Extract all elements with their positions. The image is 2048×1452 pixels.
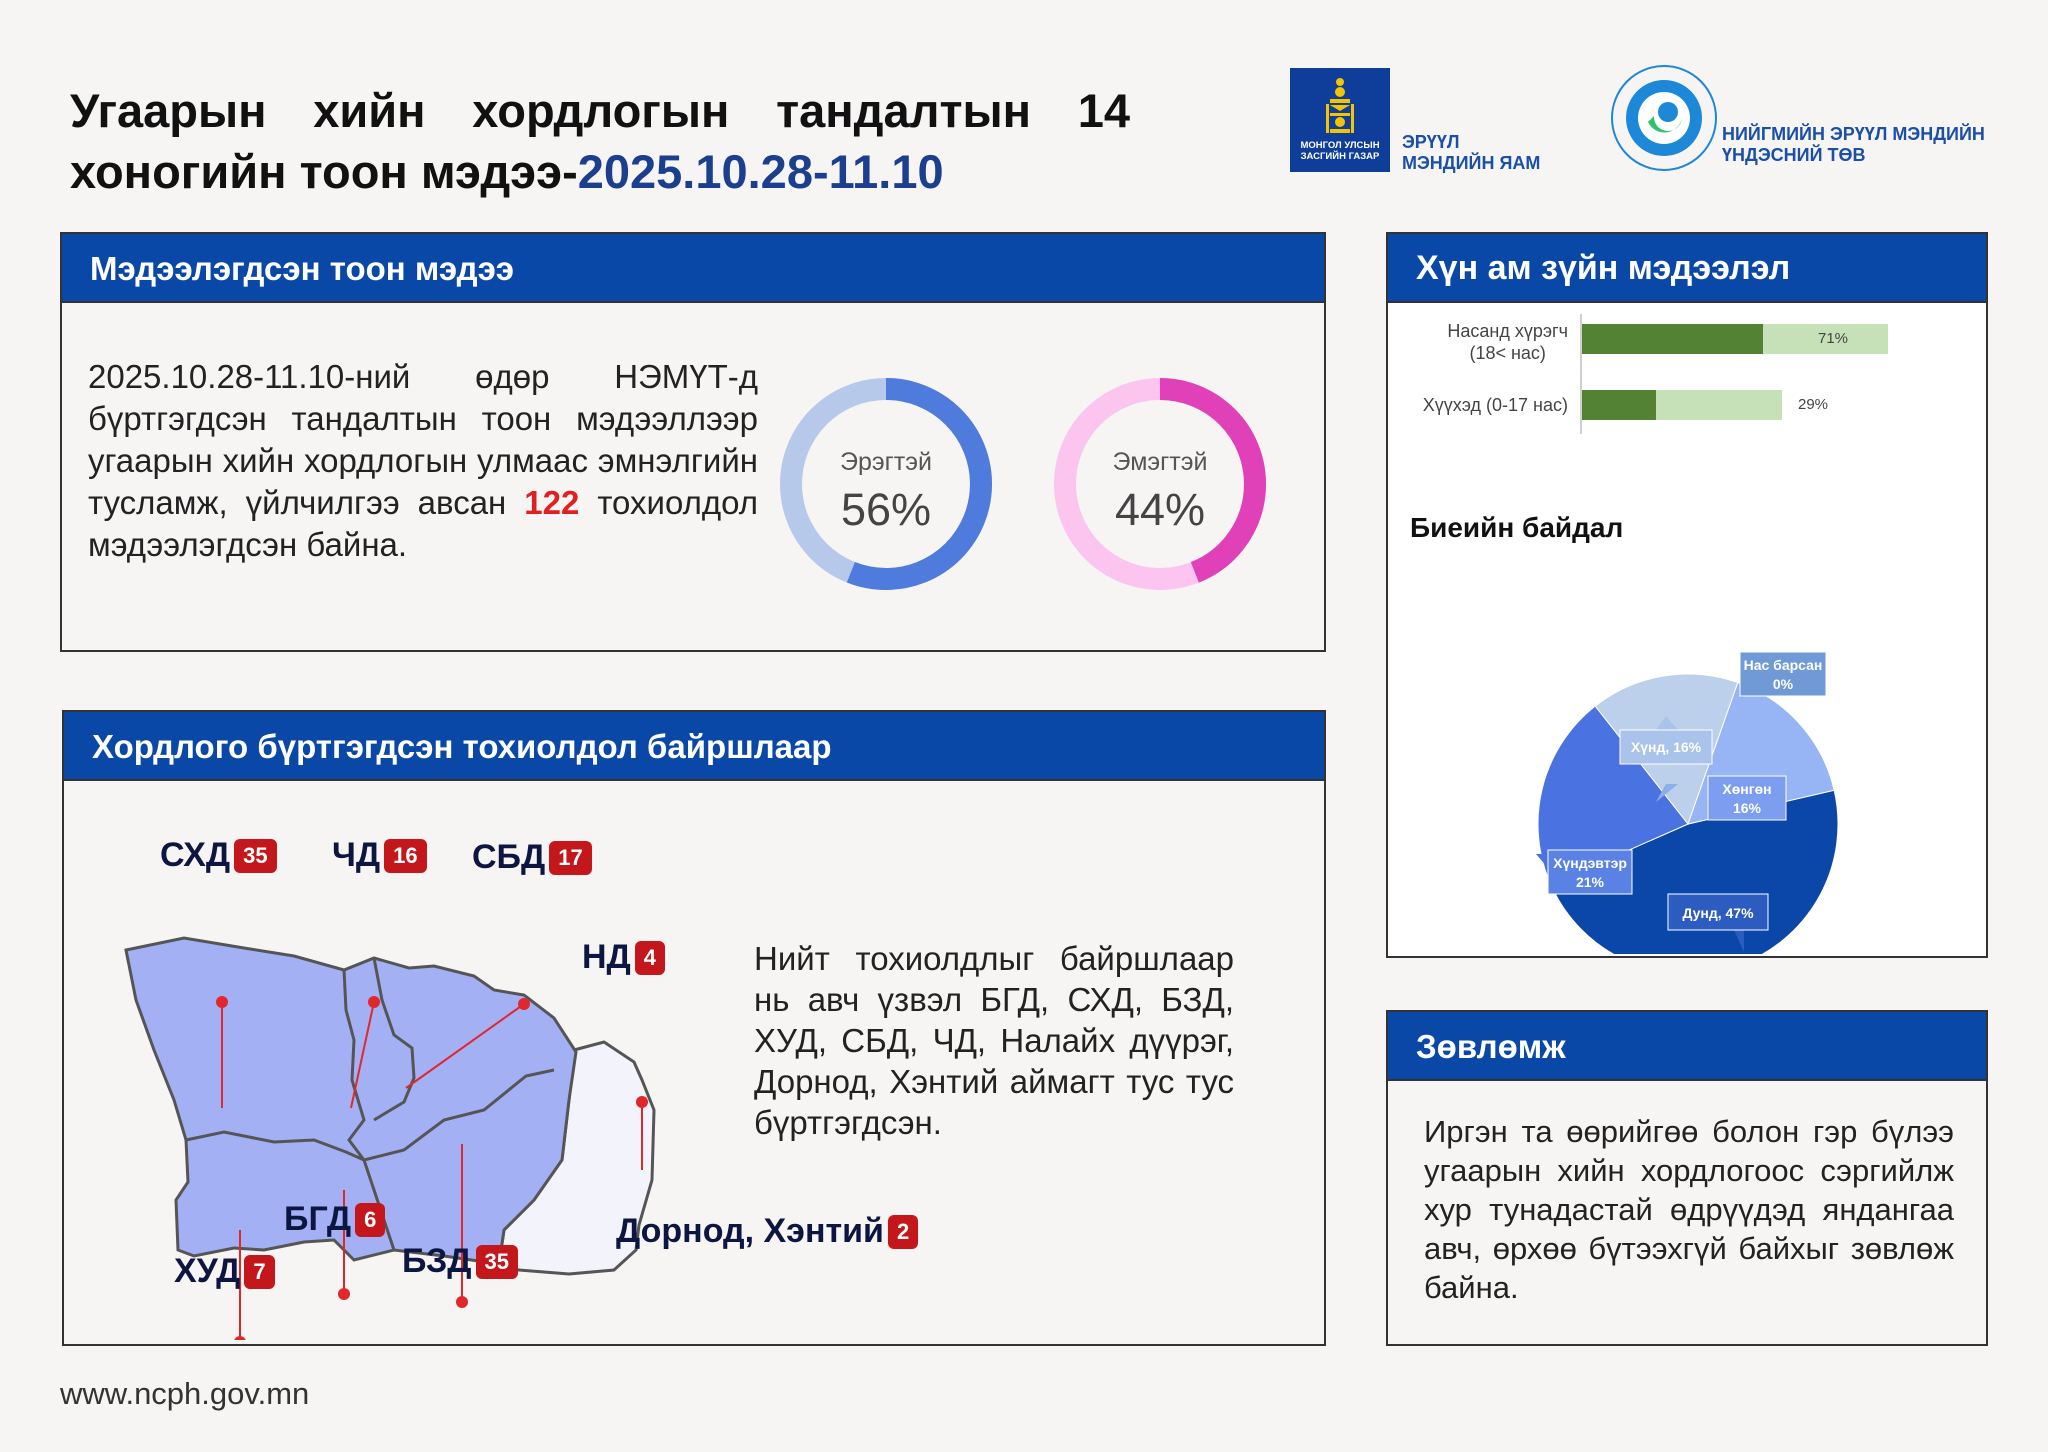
ministry-emblem-text: МОНГОЛ УЛСЫН ЗАСГИЙН ГАЗАР xyxy=(1300,140,1380,162)
district-count-badge: 16 xyxy=(384,839,426,873)
male-percent: 56% xyxy=(840,484,932,535)
pointer-dot-chd xyxy=(369,997,379,1007)
reported-text-after: тохиолдол мэдээлэгдсэн байна. xyxy=(88,484,758,563)
reported-heading: Мэдээлэгдсэн тоон мэдээ xyxy=(62,234,1324,303)
callout-moderate-heavy-line1: Хүндэвтэр xyxy=(1553,855,1627,871)
pointer-dot-shd xyxy=(217,997,227,1007)
soyombo-emblem-icon xyxy=(1326,76,1354,134)
title-word: хийн xyxy=(313,84,426,137)
advice-text: Иргэн та өөрийгөө болон гэр бүлээ угаарын хийн хордлогоос сэргийлж хур тунадастай өдрүүдэд яндангаа авч, өрхөө бүтээхгүй байхыг зөвлөж байна. xyxy=(1424,1114,1954,1305)
pointer-dot-khud xyxy=(235,1337,245,1340)
title-date: 2025.10.28-11.10 xyxy=(577,145,944,198)
bar-row-adult xyxy=(1388,321,1988,364)
female-label: Эмэгтэй xyxy=(1112,448,1208,476)
district-name: ЧД xyxy=(332,836,381,874)
district-count-badge: 6 xyxy=(355,1203,385,1237)
district-count-badge: 35 xyxy=(234,839,276,873)
map-label-dornod-khentii xyxy=(616,1212,918,1251)
demographics-heading: Хүн ам зүйн мэдээлэл xyxy=(1388,234,1986,303)
map-label-nd xyxy=(582,938,665,977)
advice-panel xyxy=(1386,1010,1988,1346)
callout-dead-line1: Нас барсан xyxy=(1743,657,1823,673)
callout-light xyxy=(1708,776,1786,820)
district-count-badge: 35 xyxy=(476,1245,518,1279)
bar-label-child xyxy=(1423,394,1568,416)
district-name: БГД xyxy=(284,1200,352,1238)
pointer-dot-bzd xyxy=(457,1297,467,1307)
ministry-name xyxy=(1402,132,1540,174)
callout-moderate-heavy-line2: 21% xyxy=(1575,874,1605,890)
page-title xyxy=(70,80,1130,202)
ncph-logo-icon xyxy=(1608,62,1720,174)
bar-fill-child xyxy=(1582,390,1656,420)
ministry-name-line2: МЭНДИЙН ЯАМ xyxy=(1402,153,1541,173)
ministry-logo xyxy=(1290,68,1390,172)
ncph-name xyxy=(1722,124,1985,166)
bar-label-adult-line1: Насанд хүрэгч xyxy=(1447,321,1568,341)
title-prefix: хоногийн тоон мэдээ- xyxy=(70,145,578,198)
condition-pie-chart xyxy=(1388,534,1988,954)
pointer-dot-sbd xyxy=(519,999,529,1009)
callout-heavy-text: Хүнд, 16% xyxy=(1630,739,1702,755)
callout-moderate-heavy xyxy=(1536,850,1632,894)
bar-label-adult-line2: (18< нас) xyxy=(1469,343,1546,363)
bar-pct-child: 29% xyxy=(1798,396,1829,413)
bar-pct-adult: 71% xyxy=(1818,330,1849,347)
reported-text-before: 2025.10.28-11.10-ний өдөр НЭМҮТ-д бүртгэгдсэн тандалтын тоон мэдээллээр угаарын хийн хордлогын улмаас эмнэлгийн тусламж, үйлчилгээ авсан xyxy=(88,358,758,521)
location-panel xyxy=(62,710,1326,1346)
map-label-bgd xyxy=(284,1200,385,1239)
title-word: Угаарын xyxy=(70,84,267,137)
map-label-bzd xyxy=(402,1242,518,1281)
district-count-badge: 7 xyxy=(244,1255,274,1289)
map-label-khud xyxy=(174,1252,275,1291)
reported-panel xyxy=(60,232,1326,652)
female-percent: 44% xyxy=(1114,484,1206,535)
callout-light-line1: Хөнгөн xyxy=(1722,781,1772,797)
title-line2 xyxy=(70,141,1130,202)
district-name: СБД xyxy=(472,838,546,876)
district-name: ХУД xyxy=(174,1252,241,1290)
pointer-dot-nd xyxy=(637,1097,647,1107)
case-count: 122 xyxy=(524,484,580,521)
title-word: 14 xyxy=(1077,84,1130,137)
male-label: Эрэгтэй xyxy=(840,448,932,476)
title-line1 xyxy=(70,80,1130,141)
bar-label-child-line1: Хүүхэд (0-17 нас) xyxy=(1422,395,1568,415)
condition-title: Биеийн байдал xyxy=(1410,512,1624,543)
district-count-badge: 2 xyxy=(888,1215,918,1249)
title-word: тандалтын xyxy=(776,84,1032,137)
callout-moderate-text: Дунд, 47% xyxy=(1682,905,1754,921)
map-label-shd xyxy=(160,836,277,875)
bar-fill-adult xyxy=(1582,324,1763,354)
callout-dead-line2: 0% xyxy=(1772,676,1794,692)
district-name: Дорнод, Хэнтий xyxy=(616,1212,884,1250)
ministry-name-line1: ЭРҮҮЛ xyxy=(1402,132,1460,152)
male-donut xyxy=(778,376,994,592)
demographics-panel xyxy=(1386,232,1988,958)
ncph-name-line2: ҮНДЭСНИЙ ТӨВ xyxy=(1722,145,1866,165)
location-summary: Нийт тохиолдлыг байршлаар нь авч үзвэл БГД, СХД, БЗД, ХУД, СБД, ЧД, Налайх дүүрэг, Дорнод, Хэнтий аймагт тус тус бүртгэгдсэн. xyxy=(754,940,1234,1141)
female-donut xyxy=(1052,376,1268,592)
district-name: БЗД xyxy=(402,1242,472,1280)
district-name: НД xyxy=(582,938,631,976)
callout-light-line2: 16% xyxy=(1732,800,1762,816)
reported-text xyxy=(88,356,758,566)
footer-url[interactable]: www.ncph.gov.mn xyxy=(60,1376,310,1411)
bar-label-adult xyxy=(1447,320,1568,364)
pointer-dot-bgd xyxy=(339,1289,349,1299)
bar-row-child xyxy=(1388,390,1988,430)
map-label-chd xyxy=(332,836,427,875)
district-name: СХД xyxy=(160,836,231,874)
location-heading: Хордлого бүртгэгдсэн тохиолдол байршлаар xyxy=(64,712,1324,781)
ncph-name-line1: НИЙГМИЙН ЭРҮҮЛ МЭНДИЙН xyxy=(1722,124,1985,144)
district-count-badge: 17 xyxy=(549,841,591,875)
map-label-sbd xyxy=(472,838,592,877)
district-count-badge: 4 xyxy=(635,941,665,975)
callout-dead xyxy=(1740,652,1826,698)
advice-heading: Зөвлөмж xyxy=(1388,1012,1986,1081)
title-word: хордлогын xyxy=(472,84,730,137)
